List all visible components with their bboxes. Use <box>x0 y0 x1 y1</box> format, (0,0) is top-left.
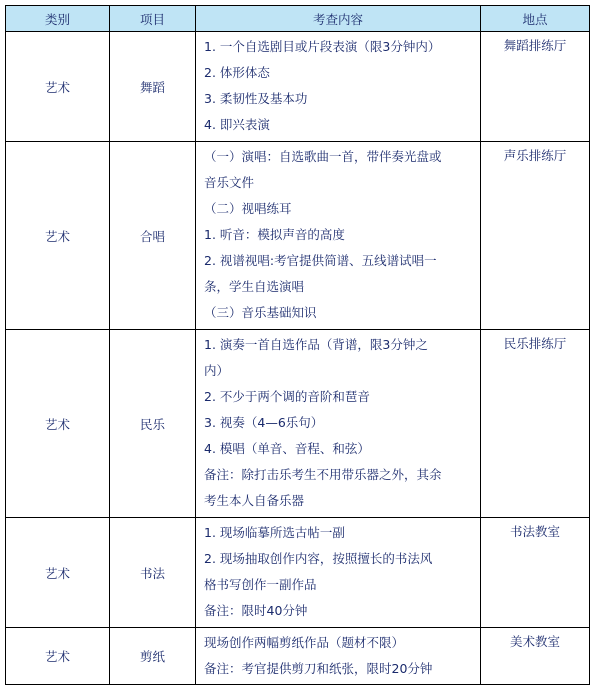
header-item: 项目 <box>110 6 196 32</box>
content-line: 2. 现场抽取创作内容，按照擅长的书法风 <box>204 551 433 566</box>
header-row <box>6 6 590 32</box>
content-cell <box>196 330 481 518</box>
category-cell: 艺术 <box>6 32 110 142</box>
item-cell: 民乐 <box>110 330 196 518</box>
content-line: 2. 视谱视唱:考官提供简谱、五线谱试唱一 <box>204 253 437 268</box>
header-location: 地点 <box>481 6 590 32</box>
category-cell: 艺术 <box>6 518 110 628</box>
content-line: 1. 听音：模拟声音的高度 <box>204 227 345 242</box>
content-line: （一）演唱：自选歌曲一首，带伴奏光盘或 <box>204 149 442 164</box>
content-line: 格书写创作一副作品 <box>204 577 317 592</box>
exam-table <box>5 5 590 685</box>
table-row <box>6 142 590 330</box>
category-cell: 艺术 <box>6 628 110 685</box>
table-row <box>6 628 590 685</box>
item-cell: 剪纸 <box>110 628 196 685</box>
location-cell: 书法教室 <box>481 518 590 628</box>
content-line: 备注：考官提供剪刀和纸张，限时20分钟 <box>204 661 433 676</box>
header-content: 考查内容 <box>196 6 481 32</box>
content-line: 内） <box>204 363 230 378</box>
content-line: 备注：除打击乐考生不用带乐器之外，其余 <box>204 467 442 482</box>
content-line: （二）视唱练耳 <box>204 201 292 216</box>
content-line: 2. 不少于两个调的音阶和琶音 <box>204 389 370 404</box>
content-line: 1. 一个自选剧目或片段表演（限3分钟内） <box>204 39 441 54</box>
category-cell: 艺术 <box>6 142 110 330</box>
content-line: 4. 模唱（单音、音程、和弦） <box>204 441 370 456</box>
content-cell <box>196 32 481 142</box>
content-line: 2. 体形体态 <box>204 65 270 80</box>
location-cell: 舞蹈排练厅 <box>481 32 590 142</box>
item-cell: 合唱 <box>110 142 196 330</box>
item-cell: 舞蹈 <box>110 32 196 142</box>
location-cell: 民乐排练厅 <box>481 330 590 518</box>
table-row <box>6 330 590 518</box>
content-line: 条，学生自选演唱 <box>204 279 305 294</box>
content-cell <box>196 518 481 628</box>
item-cell: 书法 <box>110 518 196 628</box>
category-cell: 艺术 <box>6 330 110 518</box>
content-line: 3. 柔韧性及基本功 <box>204 91 308 106</box>
content-line: 1. 现场临摹所选古帖一副 <box>204 525 345 540</box>
header-category: 类别 <box>6 6 110 32</box>
content-line: （三）音乐基础知识 <box>204 305 317 320</box>
content-line: 3. 视奏（4—6乐句） <box>204 415 324 430</box>
content-cell <box>196 142 481 330</box>
location-cell: 声乐排练厅 <box>481 142 590 330</box>
content-line: 音乐文件 <box>204 175 255 190</box>
content-cell <box>196 628 481 685</box>
content-line: 考生本人自备乐器 <box>204 493 305 508</box>
content-line: 1. 演奏一首自选作品（背谱，限3分钟之 <box>204 337 428 352</box>
table-row <box>6 518 590 628</box>
content-line: 备注：限时40分钟 <box>204 603 308 618</box>
location-cell: 美术教室 <box>481 628 590 685</box>
content-line: 现场创作两幅剪纸作品（题材不限） <box>204 635 405 650</box>
table-row <box>6 32 590 142</box>
content-line: 4. 即兴表演 <box>204 117 270 132</box>
